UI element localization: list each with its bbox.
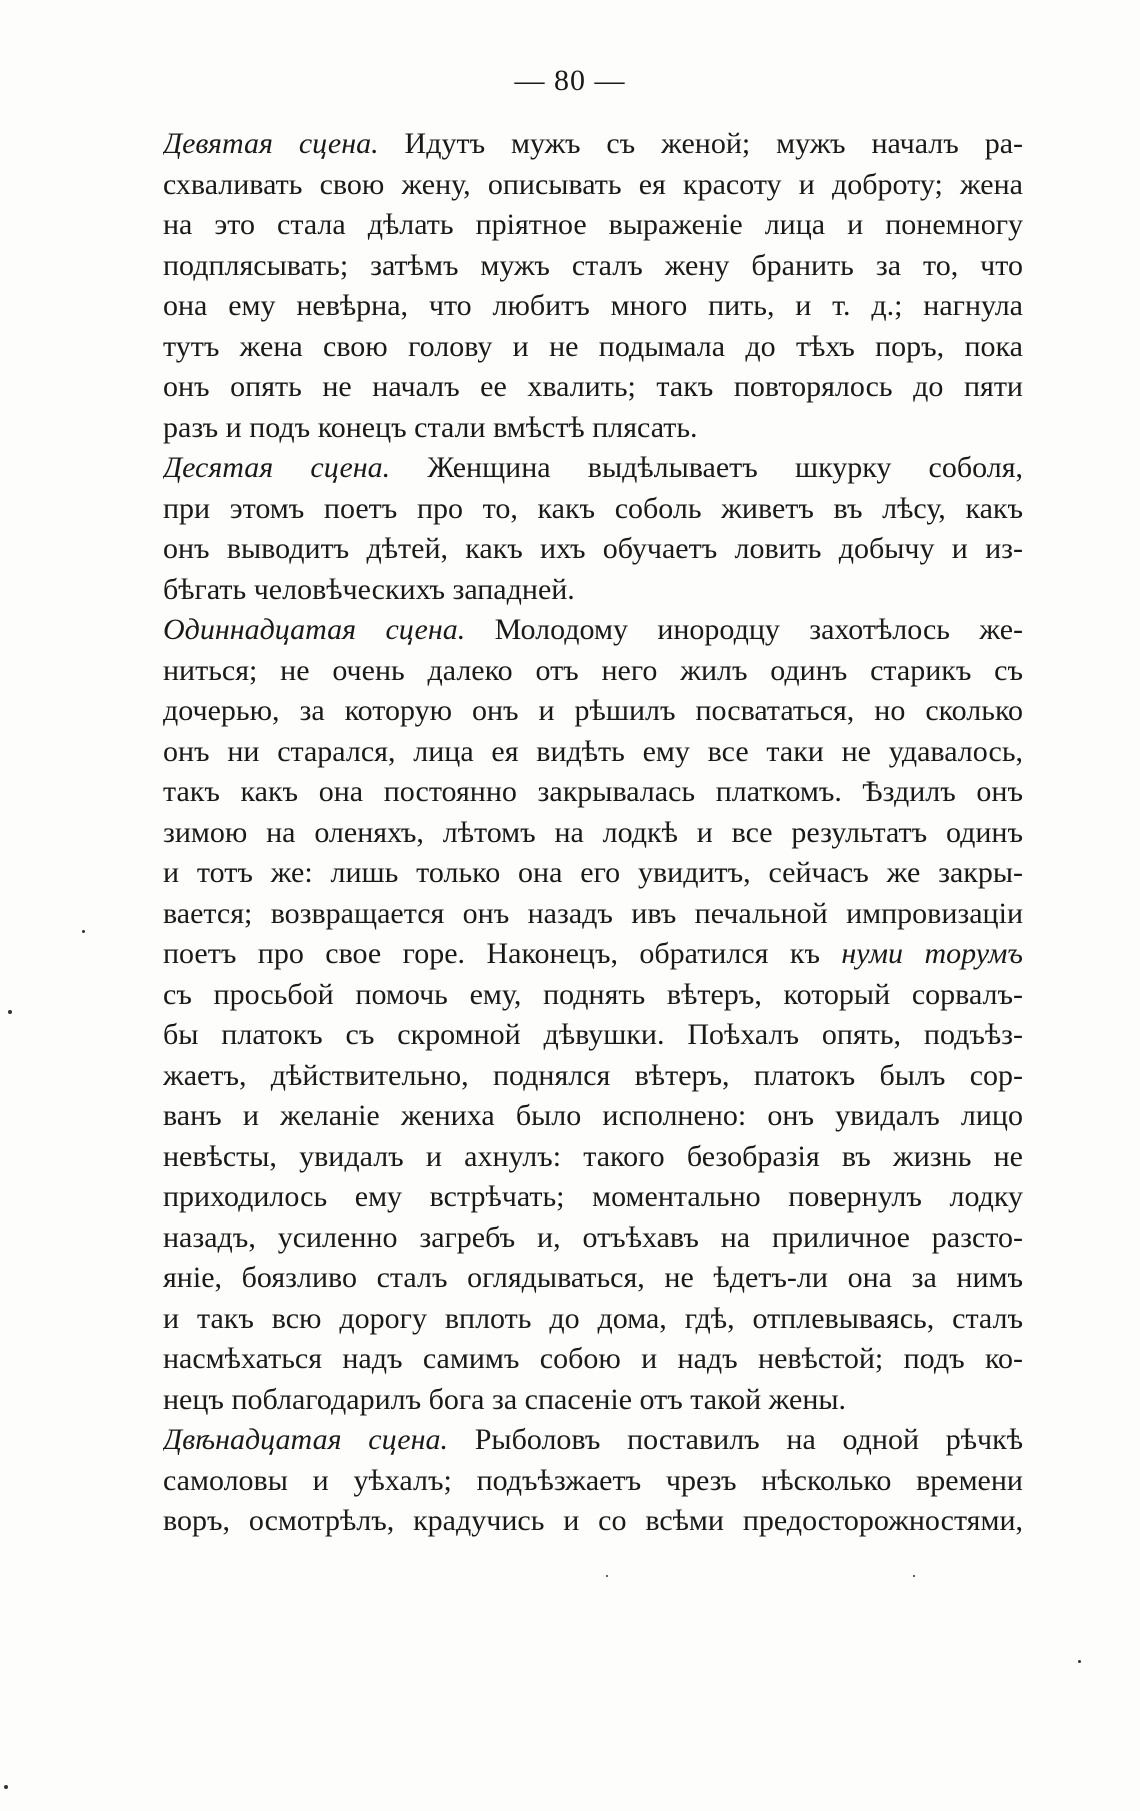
print-speck xyxy=(1078,1660,1081,1663)
text-line: насмѣхаться надъ самимъ собою и надъ невѣстой; подъ ко- xyxy=(163,1342,1023,1375)
text-line: тутъ жена свою голову и не подымала до тѣхъ поръ, пока xyxy=(163,329,1023,363)
text-line: съ просьбой помочь ему, поднять вѣтеръ, который сорвалъ- xyxy=(163,977,1023,1011)
text-line: онъ выводитъ дѣтей, какъ ихъ обучаетъ ловить добычу и из- xyxy=(163,532,1023,565)
scene-title: Двѣнадцатая сцена. xyxy=(163,1423,449,1456)
text-line: она ему невѣрна, что любитъ много пить, и т. д.; нагнула xyxy=(163,289,1023,322)
text-line: нецъ поблагодарилъ бога за спасеніе отъ такой жены. xyxy=(163,1382,847,1416)
text-line: схваливать свою жену, описывать ея красоту и доброту; жена xyxy=(163,167,1023,201)
text-line: самоловы и уѣхалъ; подъѣзжаетъ чрезъ нѣсколько времени xyxy=(163,1463,1023,1497)
body-text xyxy=(163,124,1023,1542)
text-line: подплясывать; затѣмъ мужъ сталъ жену бранить за то, что xyxy=(163,248,1023,282)
text-line: и тотъ же: лишь только она его увидитъ, сейчасъ же закры- xyxy=(163,856,1023,889)
text-line: такъ какъ она постоянно закрывалась платкомъ. Ѣздилъ онъ xyxy=(163,775,1023,808)
text-line: поетъ про свое горе. Наконецъ, обратился къ xyxy=(163,937,842,970)
text-line: ниться; не очень далеко отъ него жилъ одинъ старикъ съ xyxy=(163,653,1023,687)
text-line: дочерью, за которую онъ и рѣшилъ посвататься, но сколько xyxy=(163,694,1023,727)
text-line: воръ, осмотрѣлъ, крадучись и со всѣми предосторожностями, xyxy=(163,1504,1023,1537)
text-line: Идутъ мужъ съ женой; мужъ началъ ра- xyxy=(378,127,1023,160)
text-line: яніе, боязливо сталъ оглядываться, не ѣдетъ-ли она за нимъ xyxy=(163,1261,1023,1294)
print-speck xyxy=(913,1575,915,1577)
text-line: разъ и подъ конецъ стали вмѣстѣ плясать. xyxy=(163,410,698,444)
text-line: бы платокъ съ скромной дѣвушки. Поѣхалъ опять, подъѣз- xyxy=(163,1018,1023,1051)
text-line: онъ ни старался, лица ея видѣть ему все таки не удавалось, xyxy=(163,734,1023,768)
text-line: невѣсты, увидалъ и ахнулъ: такого безобразія въ жизнь не xyxy=(163,1139,1023,1173)
text-line: онъ опять не началъ ее хвалить; такъ повторялось до пяти xyxy=(163,370,1023,403)
print-speck xyxy=(82,930,85,933)
paragraph-scene-12 xyxy=(163,1420,1023,1542)
scene-title: Десятая сцена. xyxy=(163,451,391,484)
text-line: ванъ и желаніе жениха было исполнено: онъ увидалъ лицо xyxy=(163,1099,1023,1132)
page-number: — 80 — xyxy=(514,64,626,97)
paragraph-scene-9 xyxy=(163,124,1023,448)
italic-phrase: нуми торумъ xyxy=(841,937,1023,970)
text-line: Молодому инородцу захотѣлось же- xyxy=(465,613,1023,646)
text-line: жаетъ, дѣйствительно, поднялся вѣтеръ, платокъ былъ сор- xyxy=(163,1058,1023,1092)
paragraph-scene-10 xyxy=(163,448,1023,610)
text-line: Женщина выдѣлываетъ шкурку соболя, xyxy=(390,451,1023,484)
paragraph-scene-11 xyxy=(163,610,1023,1420)
text-line: зимою на оленяхъ, лѣтомъ на лодкѣ и все результатъ одинъ xyxy=(163,815,1023,849)
print-speck xyxy=(606,1575,608,1577)
text-line: приходилось ему встрѣчать; моментально повернулъ лодку xyxy=(163,1180,1023,1213)
text-line: бѣгать человѣческихъ западней. xyxy=(163,572,575,606)
print-speck xyxy=(4,1785,8,1789)
print-speck xyxy=(8,1010,12,1014)
text-line: Рыболовъ поставилъ на одной рѣчкѣ xyxy=(448,1423,1023,1456)
scene-title: Одиннадцатая сцена. xyxy=(163,613,466,646)
scene-title: Девятая сцена. xyxy=(163,127,379,160)
text-line: при этомъ поетъ про то, какъ соболь живетъ въ лѣсу, какъ xyxy=(163,491,1023,525)
text-line: назадъ, усиленно загребъ и, отъѣхавъ на приличное разсто- xyxy=(163,1220,1023,1254)
text-line: на это стала дѣлать пріятное выраженіе лица и понемногу xyxy=(163,208,1023,241)
text-line: вается; возвращается онъ назадъ ивъ печальной импровизаціи xyxy=(163,896,1023,930)
text-line: и такъ всю дорогу вплоть до дома, гдѣ, отплевываясь, сталъ xyxy=(163,1301,1023,1335)
